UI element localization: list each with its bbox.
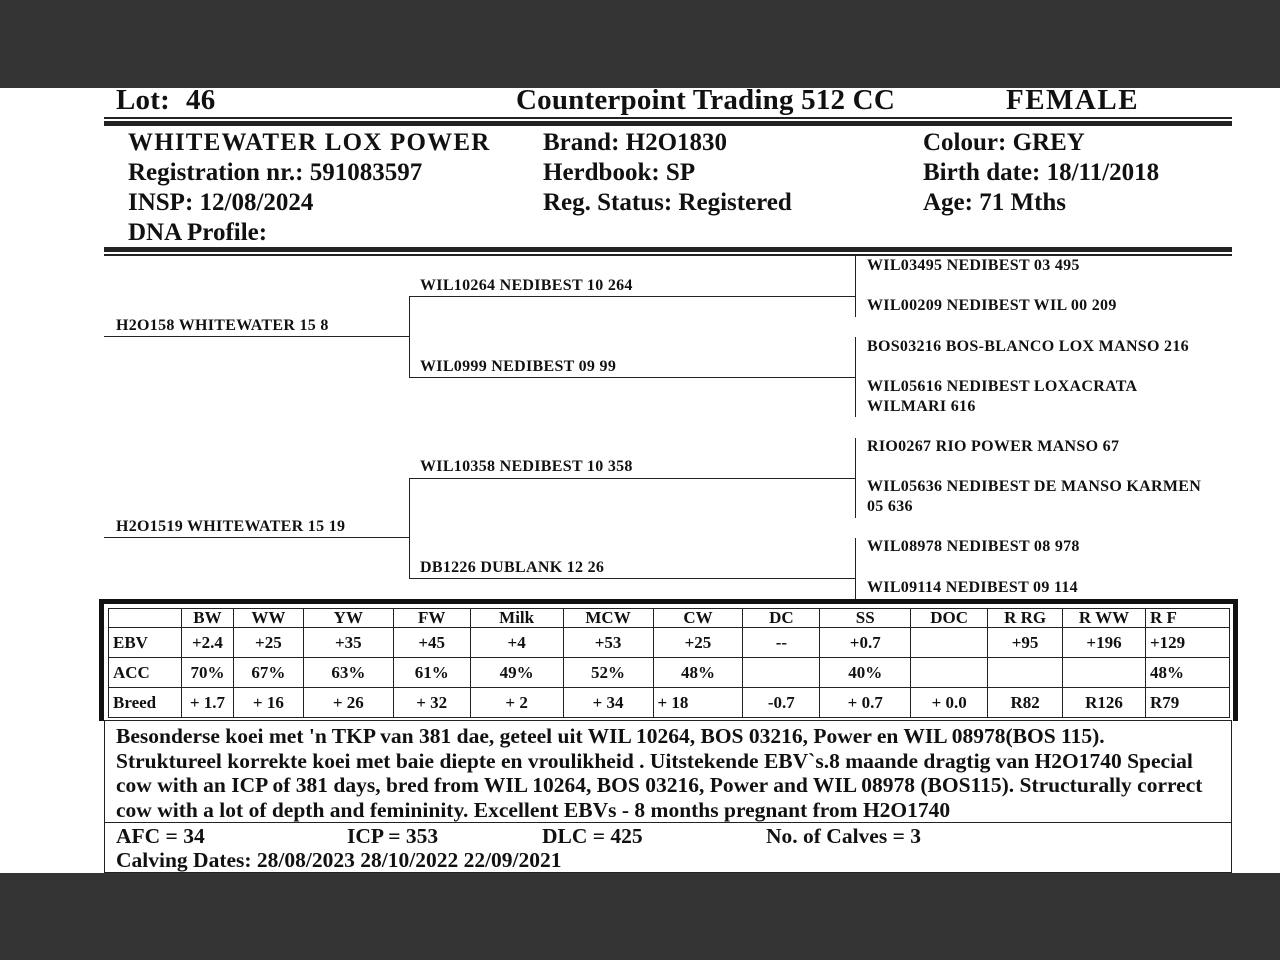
sire-dam-line: [409, 377, 855, 378]
lot-number: 46: [186, 84, 216, 116]
catalogue-page: [0, 84, 1280, 873]
header-rule-thin: [104, 117, 1232, 119]
ebv-col-header: FW: [393, 609, 470, 628]
ebv-cell: +2.4: [181, 628, 233, 658]
ebv-col-header: R WW: [1063, 609, 1146, 628]
breed-row-label: Breed: [109, 688, 182, 718]
icp-value: ICP = 353: [347, 824, 439, 848]
ebv-col-header: R F: [1145, 609, 1229, 628]
ebv-cell: --: [743, 628, 820, 658]
ebv-col-header: SS: [820, 609, 911, 628]
ggp-4: WIL05616 NEDIBEST LOXACRATA: [867, 378, 1138, 395]
description-line: cow with an ICP of 381 days, bred from WIL 10264, BOS 03216, Power and WIL 08978 (BOS115). Structurally correct: [116, 773, 1203, 797]
calving-dates: Calving Dates: 28/08/2023 28/10/2022 22/09/2021: [116, 848, 562, 872]
description-text: [116, 724, 1226, 822]
ebv-cell: +129: [1145, 628, 1229, 658]
breed-cell: + 34: [563, 688, 653, 718]
breed-cell: R126: [1063, 688, 1146, 718]
breed-row: [109, 688, 1230, 718]
breed-cell: + 26: [303, 688, 393, 718]
ebv-col-header: [109, 609, 182, 628]
ebv-row: [109, 628, 1230, 658]
acc-cell: 48%: [653, 658, 743, 688]
breed-cell: R82: [988, 688, 1063, 718]
dna-profile: DNA Profile:: [128, 219, 268, 246]
ggp-8: WIL09114 NEDIBEST 09 114: [867, 579, 1078, 596]
ebv-col-header: CW: [653, 609, 743, 628]
acc-cell: 70%: [181, 658, 233, 688]
breed-cell: + 18: [653, 688, 743, 718]
acc-cell: [743, 658, 820, 688]
breed-cell: + 0.0: [911, 688, 988, 718]
dam-dam-bracket: [855, 538, 856, 600]
ggp-1: WIL03495 NEDIBEST 03 495: [867, 257, 1080, 274]
ggp-5: RIO0267 RIO POWER MANSO 67: [867, 438, 1120, 455]
inspection-date: INSP: 12/08/2024: [128, 189, 314, 216]
description-line: Besonderse koei met 'n TKP van 381 dae, geteel uit WIL 10264, BOS 03216, Power en WIL 08978(BOS 115).: [116, 724, 1105, 748]
pedigree-sire: H2O158 WHITEWATER 15 8: [116, 317, 329, 334]
ebv-col-header: WW: [233, 609, 303, 628]
acc-cell: 48%: [1145, 658, 1229, 688]
dam-sire-bracket: [855, 438, 856, 518]
pedigree-sire-sire: WIL10264 NEDIBEST 10 264: [420, 277, 633, 294]
ebv-cell: +4: [470, 628, 563, 658]
birth-date: Birth date: 18/11/2018: [923, 159, 1160, 186]
breed-cell: R79: [1145, 688, 1229, 718]
seller-name: Counterpoint Trading 512 CC: [516, 84, 895, 116]
ebv-col-header: MCW: [563, 609, 653, 628]
ebv-col-header: BW: [181, 609, 233, 628]
lot-label: Lot:: [116, 84, 170, 116]
herdbook: Herdbook: SP: [543, 159, 696, 186]
acc-cell: 61%: [393, 658, 470, 688]
ggp-6-cont: 05 636: [867, 498, 913, 515]
acc-cell: [988, 658, 1063, 688]
brand: Brand: H2O1830: [543, 129, 728, 156]
calves-count: No. of Calves = 3: [766, 824, 921, 848]
info-rule-thin: [104, 254, 1232, 256]
sire-sire-line: [409, 296, 855, 297]
breed-cell: -0.7: [743, 688, 820, 718]
acc-row: [109, 658, 1230, 688]
age: Age: 71 Mths: [923, 189, 1067, 216]
ebv-col-header: R RG: [988, 609, 1063, 628]
registration-number: Registration nr.: 591083597: [128, 159, 423, 186]
ebv-cell: +0.7: [820, 628, 911, 658]
ggp-6: WIL05636 NEDIBEST DE MANSO KARMEN: [867, 478, 1202, 495]
sire-line: [104, 336, 409, 337]
ebv-col-header: DC: [743, 609, 820, 628]
description-line: cow with a lot of depth and femininity. Excellent EBVs - 8 months pregnant from H2O1740: [116, 797, 951, 822]
ebv-table: [108, 608, 1230, 718]
colour: Colour: GREY: [923, 129, 1085, 156]
dam-sire-line: [409, 478, 855, 479]
acc-cell: [911, 658, 988, 688]
info-rule-thick: [104, 247, 1232, 252]
header-rule-thick: [104, 121, 1232, 126]
ebv-cell: +45: [393, 628, 470, 658]
ebv-col-header: YW: [303, 609, 393, 628]
acc-row-label: ACC: [109, 658, 182, 688]
stats-divider: [104, 822, 1232, 823]
breed-cell: + 1.7: [181, 688, 233, 718]
registration-status: Reg. Status: Registered: [543, 189, 792, 216]
ggp-7: WIL08978 NEDIBEST 08 978: [867, 538, 1080, 555]
acc-cell: 49%: [470, 658, 563, 688]
dam-dam-line: [409, 578, 855, 579]
ebv-cell: +95: [988, 628, 1063, 658]
ebv-cell: +53: [563, 628, 653, 658]
animal-name: WHITEWATER LOX POWER: [128, 129, 491, 156]
ebv-cell: +25: [653, 628, 743, 658]
ebv-cell: +196: [1063, 628, 1146, 658]
ggp-3: BOS03216 BOS-BLANCO LOX MANSO 216: [867, 338, 1189, 355]
breed-cell: + 2: [470, 688, 563, 718]
pedigree-dam: H2O1519 WHITEWATER 15 19: [116, 518, 346, 535]
sire-sire-bracket: [855, 256, 856, 317]
ebv-row-label: EBV: [109, 628, 182, 658]
pedigree-sire-dam: WIL0999 NEDIBEST 09 99: [420, 358, 617, 375]
sire-dam-bracket: [855, 337, 856, 417]
dam-bracket: [409, 478, 410, 578]
afc-value: AFC = 34: [116, 824, 205, 848]
ebv-cell: +25: [233, 628, 303, 658]
ebv-header-row: [109, 609, 1230, 628]
pedigree-dam-sire: WIL10358 NEDIBEST 10 358: [420, 458, 633, 475]
ggp-2: WIL00209 NEDIBEST WIL 00 209: [867, 297, 1117, 314]
breed-cell: + 32: [393, 688, 470, 718]
sex-label: FEMALE: [1006, 84, 1140, 116]
description-line: Struktureel korrekte koei met baie diepte en vroulikheid . Uitstekende EBV`s.8 maande dragtig van H2O1740 Special: [116, 748, 1193, 773]
ebv-cell: [911, 628, 988, 658]
ebv-col-header: Milk: [470, 609, 563, 628]
pedigree-dam-dam: DB1226 DUBLANK 12 26: [420, 559, 605, 576]
dlc-value: DLC = 425: [542, 824, 643, 848]
acc-cell: 40%: [820, 658, 911, 688]
acc-cell: 63%: [303, 658, 393, 688]
acc-cell: [1063, 658, 1146, 688]
ebv-col-header: DOC: [911, 609, 988, 628]
acc-cell: 67%: [233, 658, 303, 688]
sire-bracket: [409, 296, 410, 377]
dam-line: [104, 537, 409, 538]
breed-cell: + 16: [233, 688, 303, 718]
breed-cell: + 0.7: [820, 688, 911, 718]
ebv-cell: +35: [303, 628, 393, 658]
acc-cell: 52%: [563, 658, 653, 688]
ggp-4-cont: WILMARI 616: [867, 398, 976, 415]
